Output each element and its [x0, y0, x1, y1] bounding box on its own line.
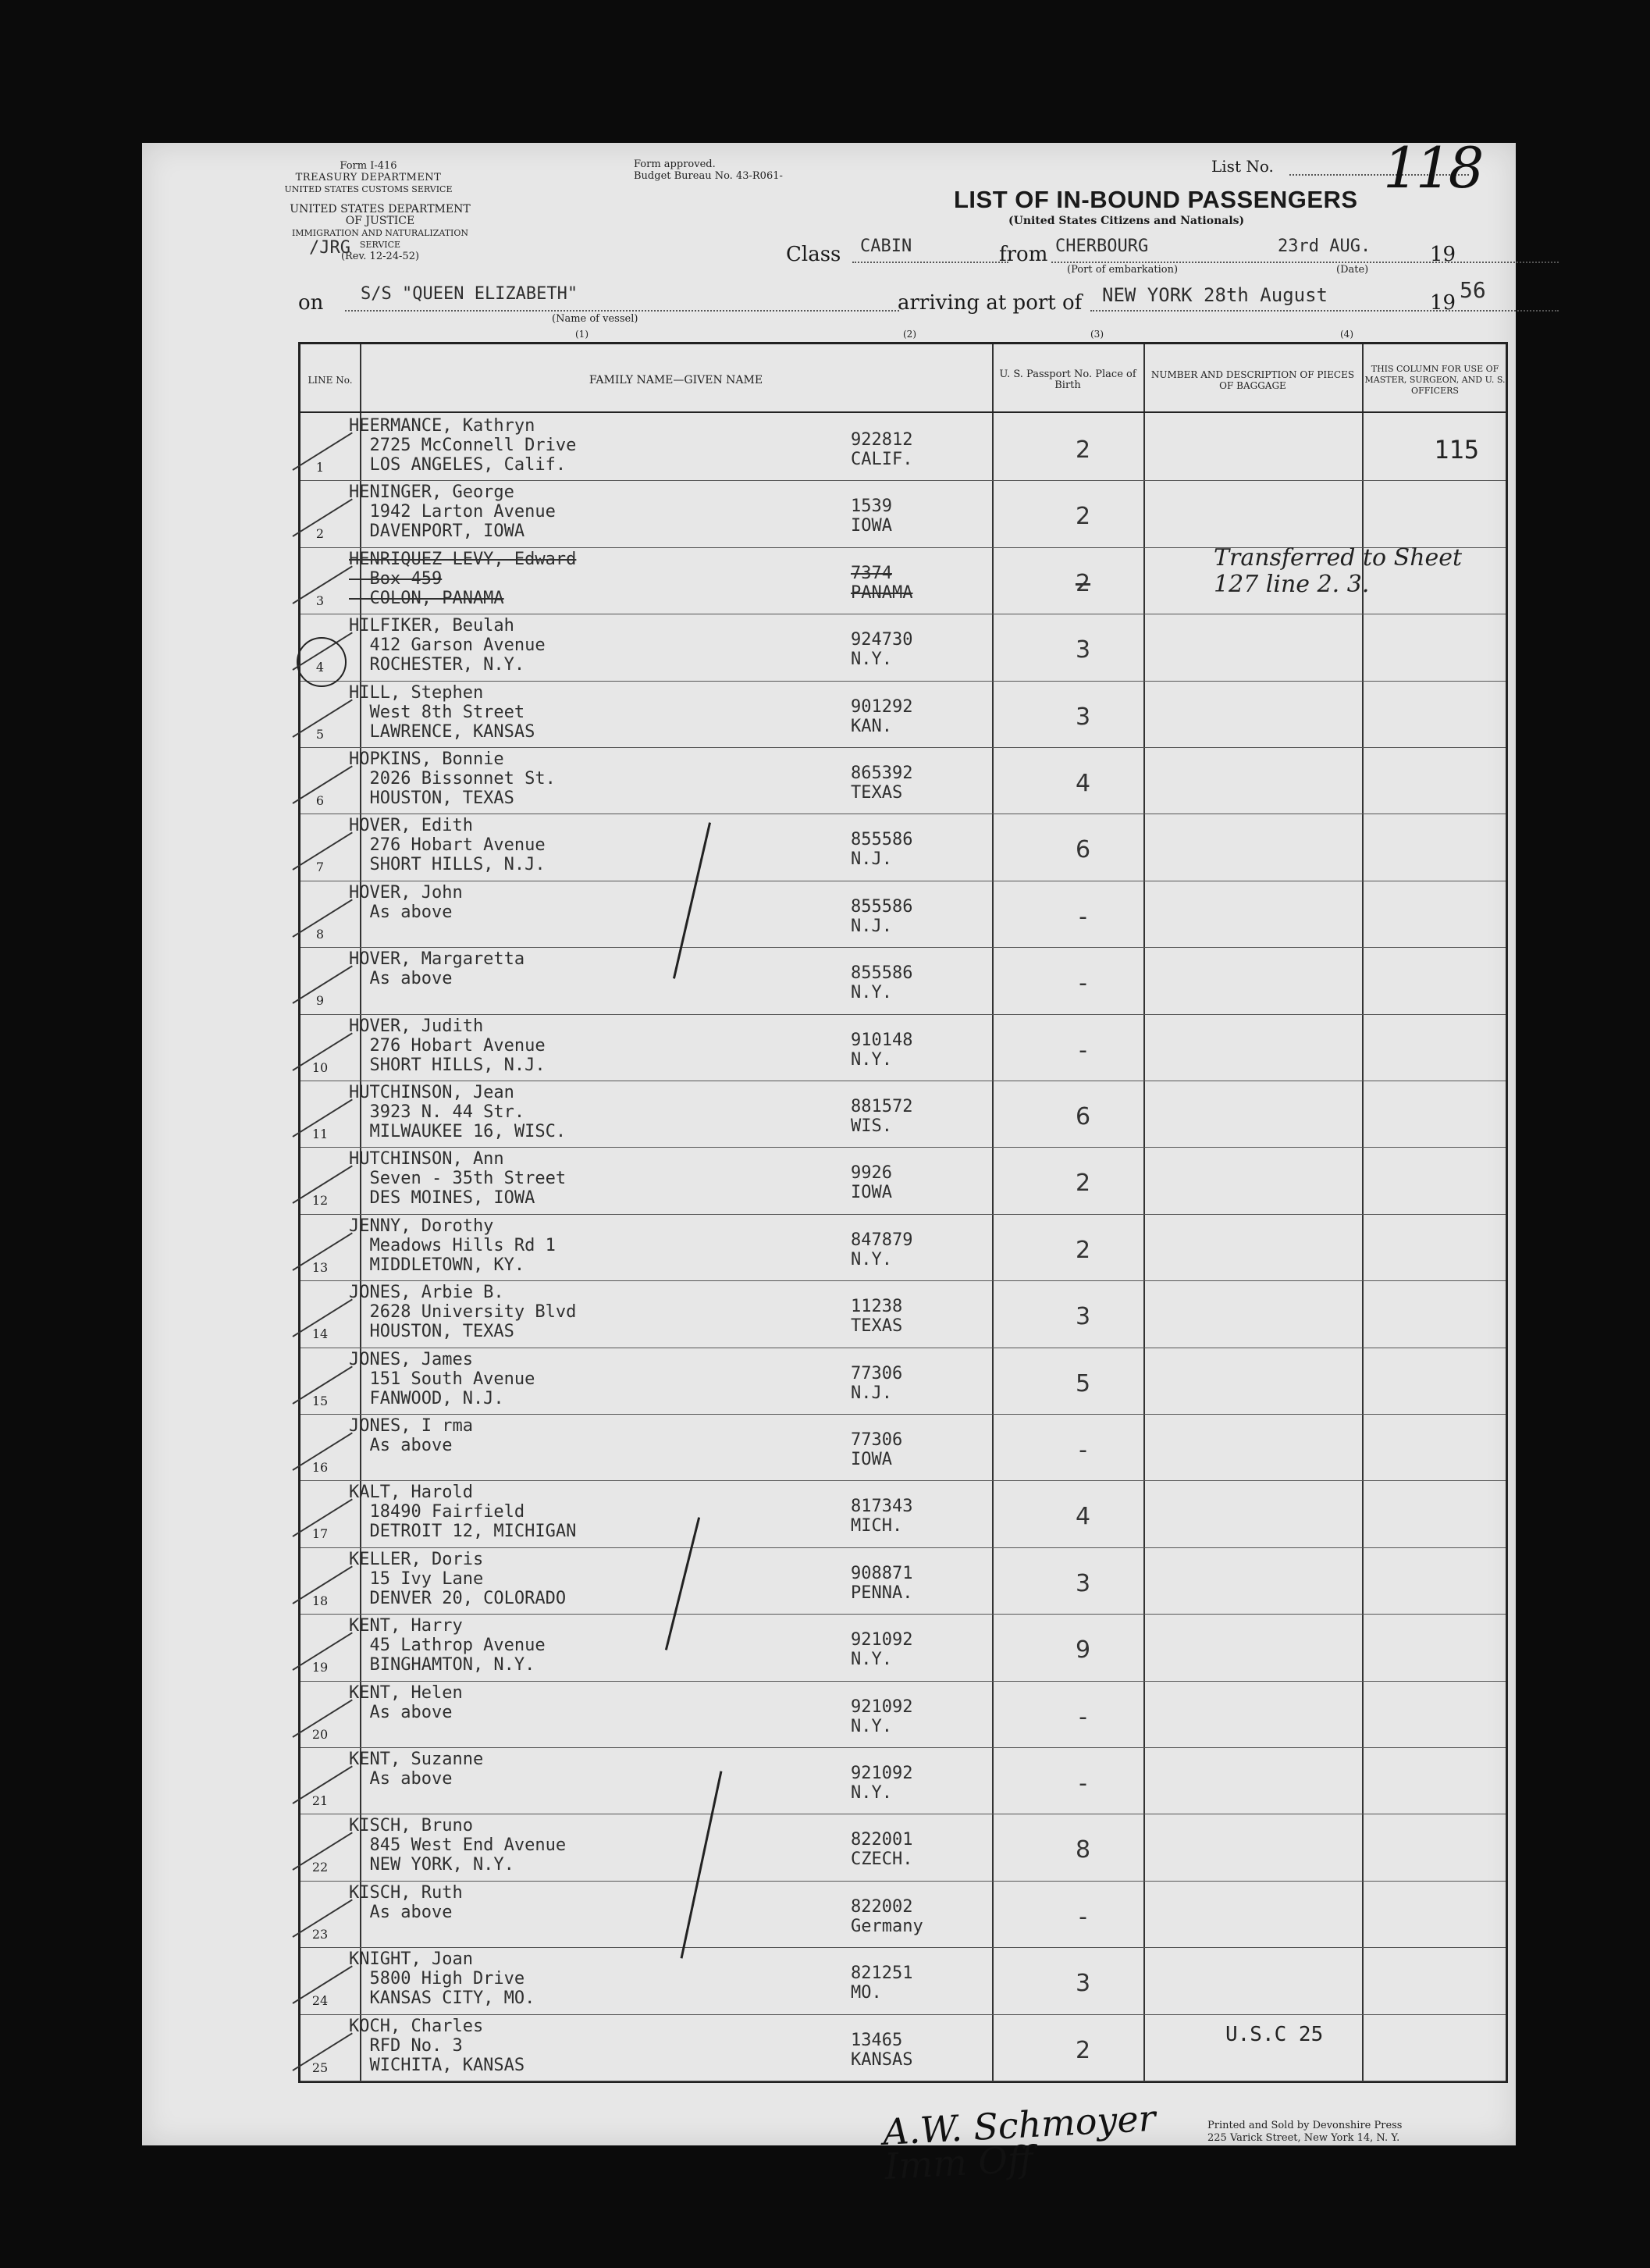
line-number: 4	[315, 660, 325, 675]
passport-birthplace: 921092 N.Y.	[851, 1764, 913, 1803]
treasury-department: TREASURY DEPARTMENT	[295, 172, 442, 183]
circle-mark	[297, 637, 347, 687]
passenger-name-address: KENT, Suzanne As above	[349, 1750, 484, 1789]
line-number: 17	[311, 1526, 329, 1542]
passport-birthplace: 77306 IOWA	[851, 1430, 903, 1469]
baggage-count: -	[1079, 1703, 1087, 1731]
table-row	[300, 948, 1506, 1014]
officer-notes: U.S.C 25	[1225, 2022, 1324, 2046]
baggage-count: 3	[1075, 1970, 1091, 1998]
vessel-caption: (Name of vessel)	[552, 313, 638, 325]
table-row	[300, 1348, 1506, 1415]
baggage-count: -	[1079, 1036, 1087, 1064]
date-caption: (Date)	[1336, 264, 1369, 276]
passenger-name-address: HOVER, Margaretta As above	[349, 949, 525, 989]
line-number: 13	[311, 1259, 329, 1275]
baggage-count: -	[1079, 1770, 1087, 1797]
passport-birthplace: 7374 PANAMA	[851, 563, 913, 603]
approval-block	[634, 158, 783, 182]
line-number: 21	[311, 1793, 329, 1808]
table-row	[300, 481, 1506, 547]
line-number: 8	[315, 926, 325, 942]
from-label: from	[999, 243, 1048, 266]
baggage-count: -	[1079, 903, 1087, 931]
class-label: Class	[786, 243, 841, 266]
line-number: 3	[315, 593, 325, 608]
line-number: 1	[315, 460, 325, 475]
list-number: 118	[1383, 135, 1481, 201]
passenger-name-address: HEERMANCE, Kathryn 2725 McConnell Drive LOS ANGELES, Calif.	[349, 416, 577, 475]
baggage-count: 2	[1075, 1170, 1091, 1198]
passport-birthplace: 9926 IOWA	[851, 1163, 892, 1203]
table-row	[300, 1281, 1506, 1348]
table-row	[300, 1015, 1506, 1081]
form-id-block	[271, 160, 466, 195]
table-row	[300, 614, 1506, 681]
baggage-count: 4	[1075, 1503, 1091, 1531]
line-number: 6	[315, 793, 325, 808]
passport-birthplace: 921092 N.Y.	[851, 1630, 913, 1670]
line-number: 14	[311, 1326, 329, 1342]
passenger-name-address: KALT, Harold 18490 Fairfield DETROIT 12, MICHIGAN	[349, 1483, 577, 1542]
form-approved: Form approved.	[634, 158, 716, 170]
line-number: 12	[311, 1193, 329, 1209]
manifest-sheet	[142, 135, 1516, 2188]
passport-birthplace: 901292 KAN.	[851, 696, 913, 736]
passport-birthplace: 822002 Germany	[851, 1896, 923, 1936]
customs-service: UNITED STATES CUSTOMS SERVICE	[284, 184, 453, 194]
line-number: 19	[311, 1660, 329, 1675]
table-row	[300, 1415, 1506, 1481]
baggage-count: -	[1079, 1903, 1087, 1931]
passenger-name-address: HOPKINS, Bonnie 2026 Bissonnet St. HOUSTON, TEXAS	[349, 749, 556, 808]
table-row	[300, 2015, 1506, 2081]
passenger-name-address: HOVER, Edith 276 Hobart Avenue SHORT HILLS, N.J.	[349, 816, 546, 875]
passport-birthplace: 924730 N.Y.	[851, 630, 913, 670]
baggage-count: 2	[1075, 569, 1091, 597]
passenger-name-address: KENT, Helen As above	[349, 1682, 463, 1722]
passenger-name-address: HOVER, Judith 276 Hobart Avenue SHORT HILLS, N.J.	[349, 1016, 546, 1075]
passport-birthplace: 822001 CZECH.	[851, 1830, 913, 1870]
passenger-name-address: JONES, Arbie B. 2628 University Blvd HOUSTON, TEXAS	[349, 1283, 577, 1342]
port-caption: (Port of embarkation)	[1067, 264, 1179, 276]
officer-notes: Transferred to Sheet 127 line 2. 3.	[1214, 543, 1463, 598]
table-row	[300, 1148, 1506, 1214]
passport-birthplace: 922812 CALIF.	[851, 430, 913, 469]
col-number-4: (4)	[1340, 329, 1353, 340]
table-row	[300, 1882, 1506, 1948]
table-row	[300, 814, 1506, 881]
passenger-name-address: JONES, James 151 South Avenue FANWOOD, N.J.	[349, 1349, 535, 1408]
table-row	[300, 1481, 1506, 1547]
line-number: 16	[311, 1460, 329, 1475]
baggage-count: 8	[1075, 1836, 1091, 1864]
line-number: 18	[311, 1593, 329, 1608]
passport-birthplace: 821251 MO.	[851, 1964, 913, 2003]
col-header-name: FAMILY NAME—GIVEN NAME	[589, 374, 763, 386]
table-row	[300, 1615, 1506, 1681]
baggage-count: 9	[1075, 1636, 1091, 1665]
baggage-count: 4	[1075, 770, 1091, 797]
baggage-count: 3	[1075, 636, 1091, 664]
passenger-name-address: JONES, I rma As above	[349, 1416, 473, 1455]
printer-credit	[1207, 2120, 1402, 2145]
passenger-name-address: HUTCHINSON, Jean 3923 N. 44 Str. MILWAUKEE 16, WISC.	[349, 1083, 567, 1141]
col-header-line: LINE No.	[308, 375, 353, 386]
passenger-name-address: HILFIKER, Beulah 412 Garson Avenue ROCHESTER, N.Y.	[349, 616, 546, 675]
baggage-count: 3	[1075, 1303, 1091, 1331]
vessel-name: S/S "QUEEN ELIZABETH"	[361, 284, 578, 304]
table-row	[300, 1748, 1506, 1814]
passport-birthplace: 855586 N.J.	[851, 896, 913, 936]
line-number: 23	[311, 1926, 329, 1942]
on-label: on	[298, 291, 324, 315]
arriving-label: arriving at port of	[898, 291, 1083, 315]
passenger-name-address: HENRIQUEZ-LEVY, Edward Box 459 COLON, PANAMA	[349, 549, 577, 608]
table-row	[300, 1948, 1506, 2014]
passenger-name-address: KISCH, Bruno 845 West End Avenue NEW YORK, N.Y.	[349, 1816, 567, 1875]
passenger-name-address: KENT, Harry 45 Lathrop Avenue BINGHAMTON, N.Y.	[349, 1616, 546, 1675]
line-number: 7	[315, 860, 325, 875]
col-header-baggage: NUMBER AND DESCRIPTION OF PIECES OF BAGGAGE	[1150, 369, 1355, 391]
year-prefix-1: 19	[1430, 243, 1456, 266]
baggage-count: -	[1079, 970, 1087, 998]
passport-birthplace: 865392 TEXAS	[851, 764, 913, 803]
passenger-name-address: KNIGHT, Joan 5800 High Drive KANSAS CITY, MO.	[349, 1949, 535, 2009]
passenger-name-address: HILL, Stephen West 8th Street LAWRENCE, KANSAS	[349, 682, 535, 742]
revision-date: (Rev. 12-24-52)	[340, 251, 420, 262]
table-row	[300, 881, 1506, 948]
line-number: 5	[315, 726, 325, 742]
baggage-count: 2	[1075, 1236, 1091, 1264]
passport-birthplace: 881572 WIS.	[851, 1097, 913, 1136]
form-number: Form I-416	[340, 160, 397, 172]
baggage-count: 2	[1075, 503, 1091, 531]
col-number-3: (3)	[1090, 329, 1104, 340]
arrival-year: 56	[1460, 277, 1486, 303]
passenger-name-address: KISCH, Ruth As above	[349, 1882, 463, 1922]
class-value: CABIN	[860, 237, 912, 256]
line-number: 15	[311, 1393, 329, 1408]
col-header-officers: THIS COLUMN FOR USE OF MASTER, SURGEON, AND U. S. OFFICERS	[1364, 364, 1506, 396]
passenger-name-address: JENNY, Dorothy Meadows Hills Rd 1 MIDDLETOWN, KY.	[349, 1216, 556, 1275]
passport-birthplace: 910148 N.Y.	[851, 1030, 913, 1070]
col-number-1: (1)	[575, 329, 589, 340]
printer-line-2: 225 Varick Street, New York 14, N. Y.	[1207, 2132, 1400, 2144]
embarkation-date: 23rd AUG.	[1278, 237, 1371, 256]
baggage-count: 3	[1075, 1569, 1091, 1597]
table-row	[300, 682, 1506, 748]
baggage-count: 6	[1075, 836, 1091, 864]
table-row	[300, 1548, 1506, 1615]
baggage-count: -	[1079, 1437, 1087, 1464]
baggage-count: 2	[1075, 436, 1091, 464]
baggage-count: 5	[1075, 1369, 1091, 1397]
baggage-count: 3	[1075, 703, 1091, 731]
line-number: 24	[311, 1993, 329, 2009]
col-number-2: (2)	[903, 329, 916, 340]
baggage-count: 2	[1075, 2036, 1091, 2064]
passport-birthplace: 11238 TEXAS	[851, 1297, 903, 1337]
table-row	[300, 1682, 1506, 1748]
table-row	[300, 1081, 1506, 1148]
passport-birthplace: 1539 IOWA	[851, 497, 892, 536]
passenger-table	[298, 342, 1508, 2083]
passport-birthplace: 908871 PENNA.	[851, 1563, 913, 1603]
line-number: 25	[311, 2060, 329, 2075]
table-row	[300, 543, 1506, 614]
table-row	[300, 1814, 1506, 1881]
arrival-port-date: NEW YORK 28th August	[1102, 284, 1328, 306]
form-title: LIST OF IN-BOUND PASSENGERS	[954, 186, 1358, 213]
baggage-count: 6	[1075, 1103, 1091, 1130]
clerk-initials: /JRG	[309, 238, 350, 258]
col-header-passport: U. S. Passport No. Place of Birth	[999, 369, 1136, 391]
passenger-name-address: HOVER, John As above	[349, 882, 463, 922]
form-subtitle: (United States Citizens and Nationals)	[1008, 215, 1245, 227]
passport-birthplace: 855586 N.Y.	[851, 963, 913, 1003]
line-number: 2	[315, 526, 325, 542]
passenger-name-address: KELLER, Doris 15 Ivy Lane DENVER 20, COLORADO	[349, 1549, 567, 1608]
budget-bureau: Budget Bureau No. 43-R061-	[634, 170, 783, 182]
passport-birthplace: 817343 MICH.	[851, 1497, 913, 1536]
line-number: 20	[311, 1726, 329, 1742]
passenger-name-address: HENINGER, George 1942 Larton Avenue DAVENPORT, IOWA	[349, 482, 556, 542]
embarkation-port: CHERBOURG	[1055, 237, 1149, 256]
line-number: 9	[315, 993, 325, 1009]
passport-birthplace: 855586 N.J.	[851, 830, 913, 870]
officer-notes: 115	[1434, 435, 1479, 465]
officer-signature: A.W. Schmoyer Imm Off	[881, 2096, 1157, 2188]
line-number: 11	[311, 1127, 329, 1141]
line-number: 10	[311, 1059, 329, 1075]
table-row	[300, 748, 1506, 814]
table-row	[300, 415, 1506, 481]
justice-department: UNITED STATES DEPARTMENT OF JUSTICE	[290, 203, 471, 227]
table-row	[300, 1215, 1506, 1281]
passport-birthplace: 921092 N.Y.	[851, 1697, 913, 1736]
passport-birthplace: 13465 KANSAS	[851, 2030, 913, 2070]
list-no-label: List No.	[1211, 157, 1274, 176]
year-prefix-2: 19	[1430, 291, 1456, 315]
passenger-name-address: KOCH, Charles RFD No. 3 WICHITA, KANSAS	[349, 2016, 525, 2075]
line-number: 22	[311, 1860, 329, 1875]
ins-service: IMMIGRATION AND NATURALIZATION SERVICE	[291, 228, 469, 250]
passport-birthplace: 77306 N.J.	[851, 1363, 903, 1403]
passport-birthplace: 847879 N.Y.	[851, 1230, 913, 1269]
passenger-name-address: HUTCHINSON, Ann Seven - 35th Street DES MOINES, IOWA	[349, 1149, 567, 1209]
printer-line-1: Printed and Sold by Devonshire Press	[1207, 2120, 1403, 2131]
